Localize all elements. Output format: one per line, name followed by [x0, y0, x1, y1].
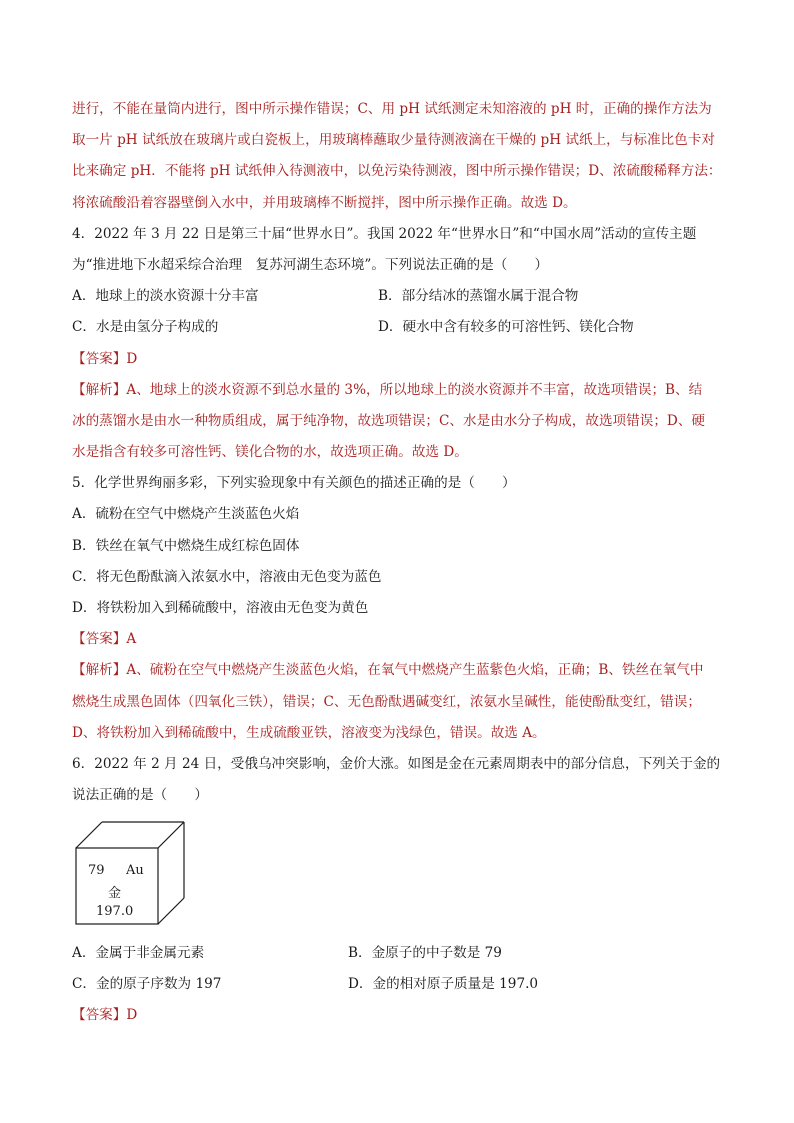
atomic-mass: 197.0 [96, 904, 134, 919]
answer-line [72, 624, 724, 655]
question-stem: 说法正确的是（ ） [72, 787, 208, 804]
question-4 [72, 219, 724, 469]
analysis-line [72, 375, 724, 406]
option-c: C．水是由氢分子构成的 [72, 319, 219, 336]
analysis-line: 燃烧生成黑色固体（四氧化三铁），错误；C、无色酚酞遇碱变红，浓氨水呈碱性，能使酚酞变红，错误； [72, 693, 701, 710]
analysis-text: A、硫粉在空气中燃烧产生淡蓝色火焰，在氧气中燃烧产生蓝紫色火焰，正确；B、铁丝在氧气中 [126, 662, 704, 679]
atomic-number: 79 [88, 863, 105, 878]
element-symbol: Au [126, 863, 144, 878]
answer-tag: 【答案】 [72, 1007, 127, 1024]
analysis-line: 进行，不能在量筒内进行，图中所示操作错误；C、用 pH 试纸测定未知溶液的 pH 时，正确的操作方法为 [72, 101, 712, 117]
periodic-table-cell [72, 818, 202, 928]
answer-line [72, 1000, 724, 1031]
question-5 [72, 468, 724, 749]
analysis-line: 取一片 pH 试纸放在玻璃片或白瓷板上，用玻璃棒蘸取少量待测液滴在干燥的 pH 试纸上，与标准比色卡对 [72, 132, 715, 149]
question-stem: 4．2022 年 3 月 22 日是第三十届“世界水日”。我国 2022 年“世界水日”和“中国水周”活动的宣传主题 [72, 225, 697, 242]
answer-tag: 【答案】 [72, 350, 127, 367]
element-name: 金 [108, 886, 122, 901]
analysis-text: A、地球上的淡水资源不到总水量的 3%，所以地球上的淡水资源并不丰富，故选项错误；B、结 [126, 381, 703, 398]
analysis-tag: 【解析】 [72, 662, 127, 679]
analysis-line [72, 655, 724, 686]
answer-value: D [126, 350, 138, 367]
answer-tag: 【答案】 [72, 631, 127, 648]
option-a: A．地球上的淡水资源十分丰富 [72, 288, 259, 305]
question-stem: 6．2022 年 2 月 24 日，受俄乌冲突影响，金价大涨。如图是金在元素周期表中的部分信息，下列关于金的 [72, 755, 721, 772]
analysis-line: D、将铁粉加入到稀硫酸中，生成硫酸亚铁，溶液变为浅绿色，错误。故选 A。 [72, 724, 546, 741]
option-d: D．硬水中含有较多的可溶性钙、镁化合物 [378, 319, 634, 336]
analysis-line: 将浓硫酸沿着容器壁倒入水中，并用玻璃棒不断搅拌，图中所示操作正确。故选 D。 [72, 194, 577, 211]
question-6-options [72, 938, 724, 1032]
previous-analysis-continuation [72, 94, 724, 219]
option-b: B．铁丝在氧气中燃烧生成红棕色固体 [72, 537, 300, 554]
option-d: D．将铁粉加入到稀硫酸中，溶液由无色变为黄色 [72, 600, 369, 616]
option-a: A．硫粉在空气中燃烧产生淡蓝色火焰 [72, 506, 300, 523]
option-d: D．金的相对原子质量是 197.0 [348, 976, 539, 993]
analysis-line: 水是指含有较多可溶性钙、镁化合物的水，故选项正确。故选 D。 [72, 444, 468, 461]
question-stem: 为“推进地下水超采综合治理 复苏河湖生态环境”。下列说法正确的是（ ） [72, 256, 549, 273]
question-stem: 5．化学世界绚丽多彩，下列实验现象中有关颜色的描述正确的是（ ） [72, 475, 516, 492]
option-b: B．金原子的中子数是 79 [348, 945, 502, 961]
question-6-stem [72, 749, 724, 811]
option-a: A．金属于非金属元素 [72, 945, 205, 961]
analysis-tag: 【解析】 [72, 381, 127, 398]
analysis-line: 比来确定 pH．不能将 pH 试纸伸入待测液中，以免污染待测液，图中所示操作错误；D、浓硫酸稀释方法： [72, 163, 722, 180]
option-c: C．将无色酚酞滴入浓氨水中，溶液由无色变为蓝色 [72, 568, 382, 585]
answer-value: D [126, 1007, 138, 1024]
analysis-line: 冰的蒸馏水是由水一种物质组成，属于纯净物，故选项错误；C、水是由水分子构成，故选项错误；D、硬 [72, 412, 706, 429]
document-page [72, 94, 724, 811]
answer-line [72, 344, 724, 375]
option-b: B．部分结冰的蒸馏水属于混合物 [378, 288, 579, 305]
answer-value: A [126, 631, 137, 648]
option-c: C．金的原子序数为 197 [72, 976, 222, 993]
